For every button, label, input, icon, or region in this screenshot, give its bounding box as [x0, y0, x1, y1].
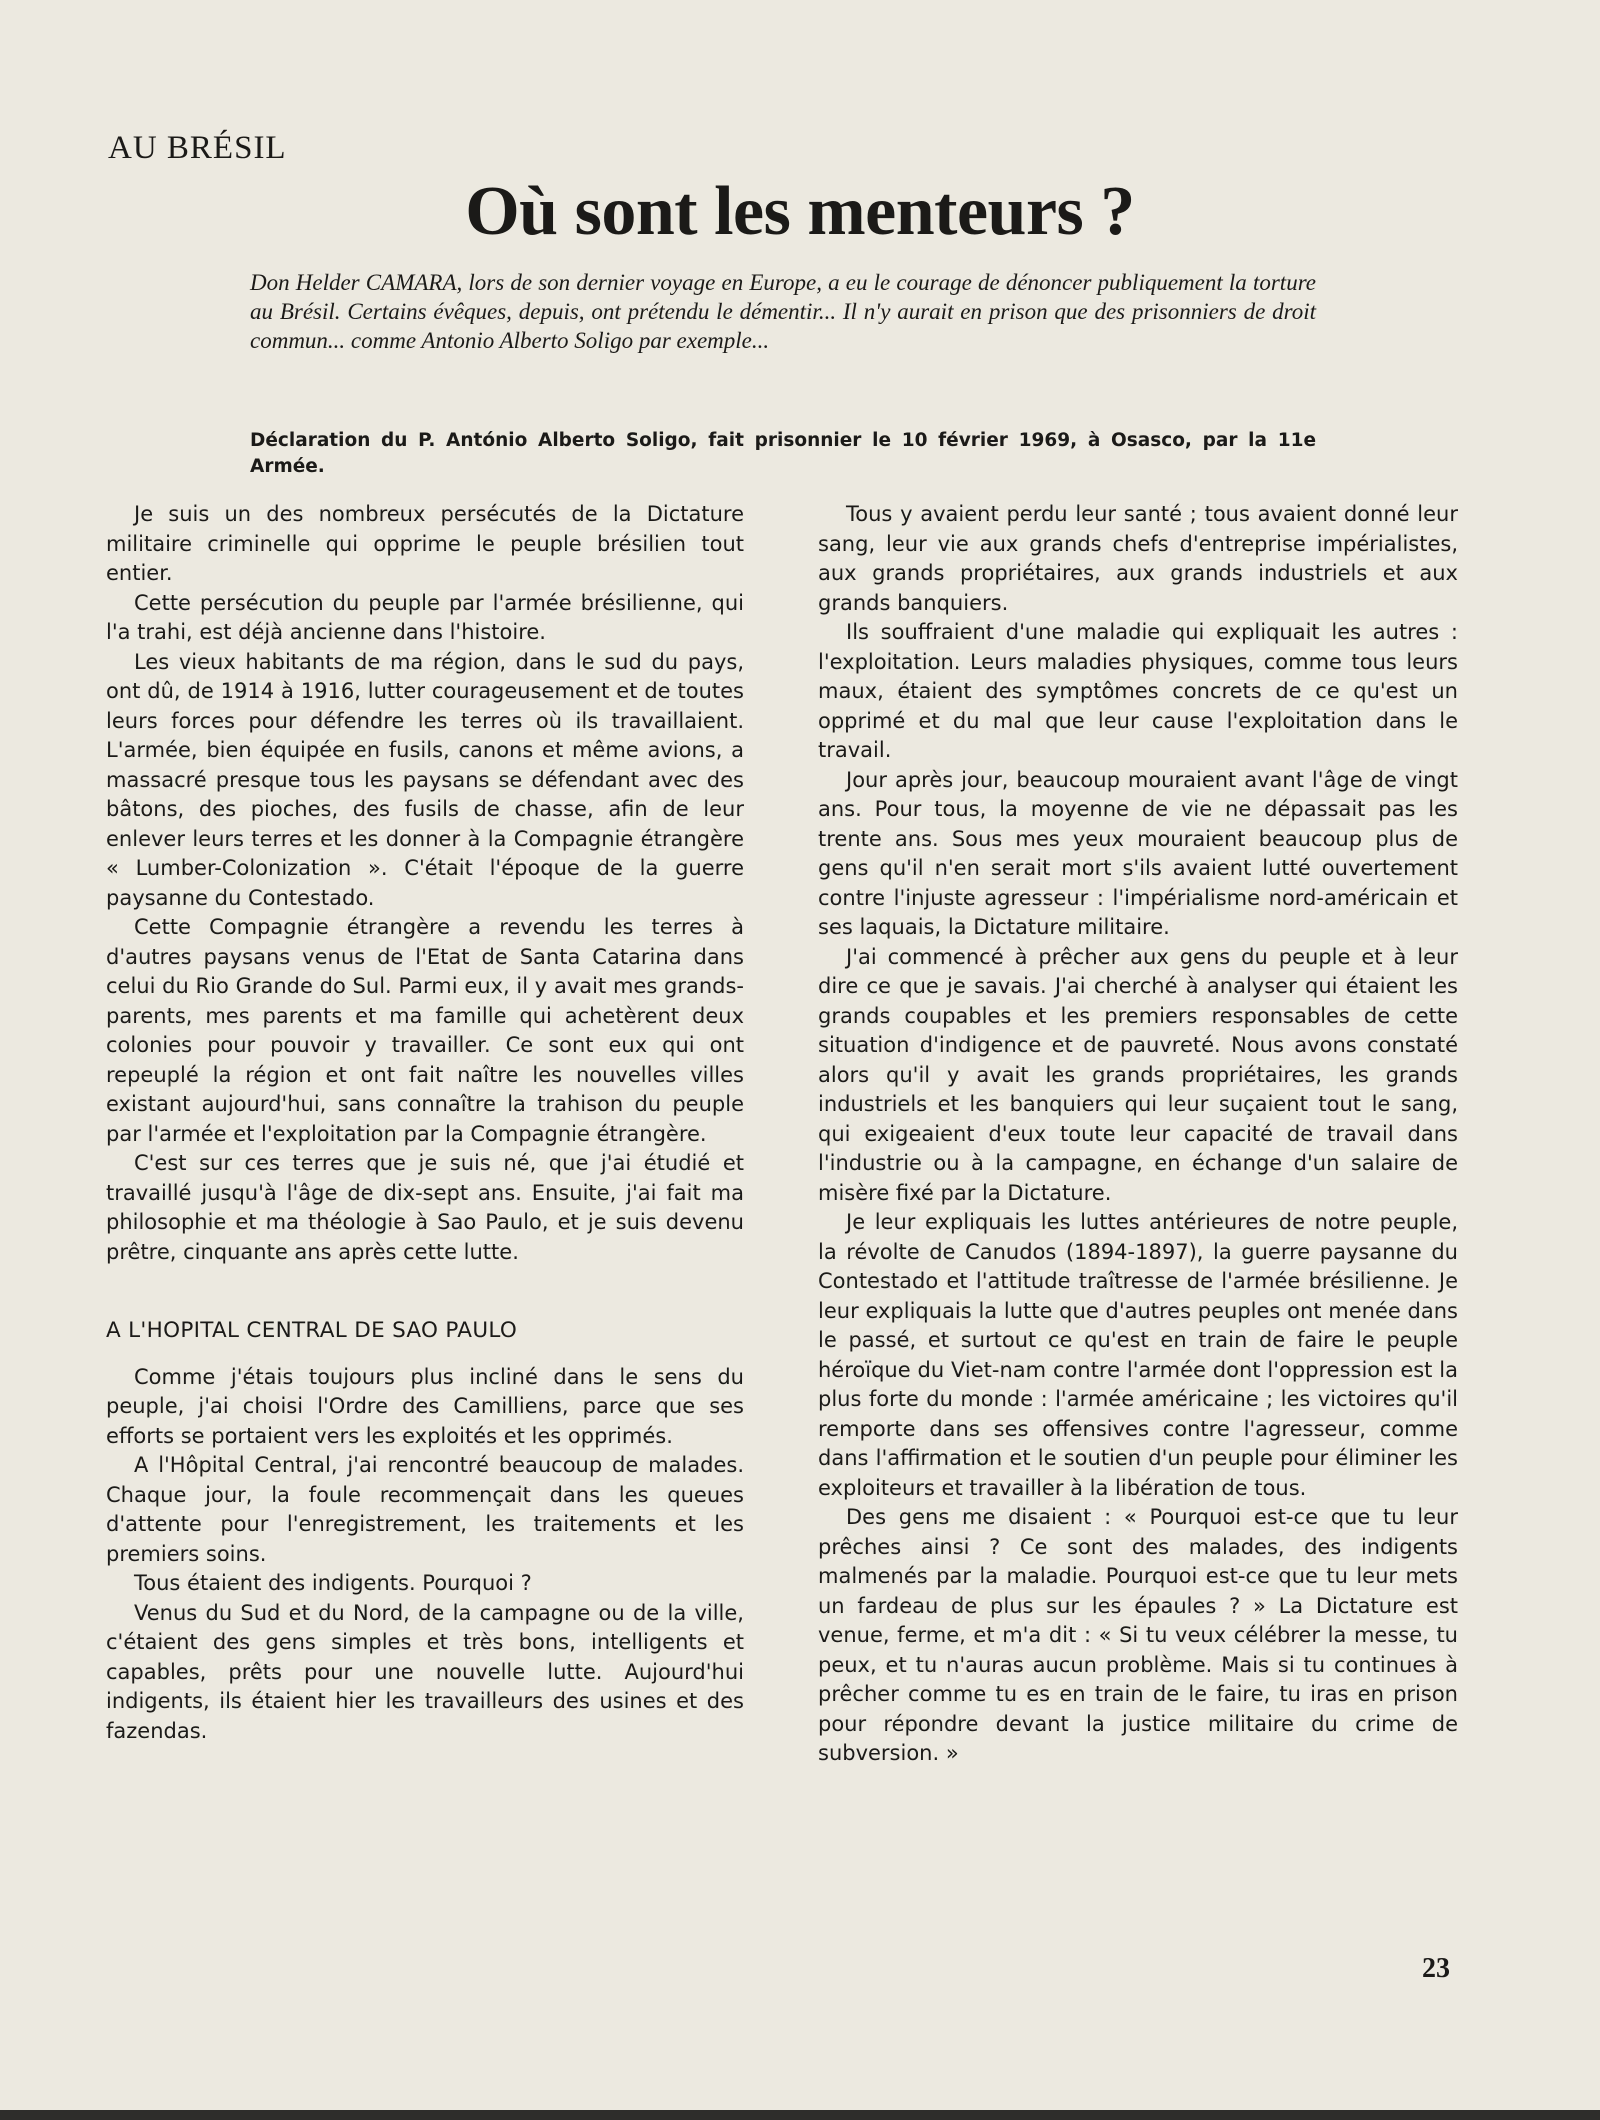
intro-paragraph: Don Helder CAMARA, lors de son dernier voyage en Europe, a eu le courage de dénoncer publiquement la torture au Brésil. Certains évêques, depuis, ont prétendu le démentir... Il n'y aurait en prison que des prisonniers de droit commun... comme Antonio Alberto Soligo par exemple...: [250, 270, 1316, 353]
paragraph: Cette Compagnie étrangère a revendu les terres à d'autres paysans venus de l'Etat de Santa Catarina dans celui du Rio Grande do Sul. Parmi eux, il y avait mes grands-parents, mes parents et ma famille qui achetèrent deux colonies pour pouvoir y travailler. Ce sont eux qui ont repeuplé la région et ont fait naître les nouvelles villes existant aujourd'hui, sans connaître la trahison du peuple par l'armée et l'exploitation par la Compagnie étrangère.: [106, 915, 744, 1146]
right-column: [818, 500, 1458, 1769]
paragraph: Ils souffraient d'une maladie qui expliquait les autres : l'exploitation. Leurs maladies physiques, comme tous leurs maux, étaient des symptômes concrets de ce qu'est un opprimé et du mal que leur cause l'exploitation dans le travail.: [818, 620, 1458, 762]
section-subheading: A L'HOPITAL CENTRAL DE SAO PAULO: [106, 1318, 518, 1343]
paragraph: Jour après jour, beaucoup mouraient avant l'âge de vingt ans. Pour tous, la moyenne de vie ne dépassait pas les trente ans. Sous mes yeux mouraient beaucoup plus de gens qu'il n'en serait mort s'ils avaient lutté ouvertement contre l'injuste agresseur : l'impérialisme nord-américain et ses laquais, la Dictature militaire.: [818, 767, 1458, 939]
paragraph: Je leur expliquais les luttes antérieures de notre peuple, la révolte de Canudos (1894-1897), la guerre paysanne du Contestado et l'attitude traîtresse de l'armée brésilienne. Je leur expliquais la lutte que d'autres peuples ont menée dans le passé, et surtout ce qu'est en train de faire le peuple héroïque du Viet-nam contre l'armée dont l'oppression est la plus forte du monde : l'armée américaine ; les victoires qu'il remporte dans ses offensives contre l'agresseur, comme dans l'affirmation et le soutien d'un peuple pour éliminer les exploiteurs et travailler à la libération de tous.: [818, 1210, 1458, 1500]
paragraph: Des gens me disaient : « Pourquoi est-ce que tu leur prêches ainsi ? Ce sont des malades, des indigents malmenés par la maladie. Pourquoi est-ce que tu leur mets un fardeau de plus sur les épaules ? » La Dictature est venue, ferme, et m'a dit : « Si tu veux célébrer la messe, tu peux, et tu n'auras aucun problème. Mais si tu continues à prêcher comme tu es en train de le faire, tu iras en prison pour répondre devant la justice militaire du crime de subversion. »: [818, 1505, 1458, 1765]
paragraph: Je suis un des nombreux persécutés de la Dictature militaire criminelle qui opprime le peuple brésilien tout entier.: [106, 502, 744, 585]
paragraph: Tous étaient des indigents. Pourquoi ?: [134, 1571, 532, 1595]
paragraph: Tous y avaient perdu leur santé ; tous avaient donné leur sang, leur vie aux grands chefs d'entreprise impérialistes, aux grands propriétaires, aux grands industriels et aux grands banquiers.: [818, 502, 1458, 615]
declaration-caption: Déclaration du P. António Alberto Soligo, fait prisonnier le 10 février 1969, à Osasco, par la 11e Armée.: [250, 430, 1316, 477]
article-title: Où sont les menteurs ?: [465, 173, 1135, 250]
paragraph: Comme j'étais toujours plus incliné dans le sens du peuple, j'ai choisi l'Ordre des Camilliens, parce que ses efforts se portaient vers les exploités et les opprimés.: [106, 1364, 744, 1448]
left-column: [106, 500, 744, 1746]
section-label: AU BRÉSIL: [108, 130, 287, 166]
paragraph: C'est sur ces terres que je suis né, que j'ai étudié et travaillé jusqu'à l'âge de dix-sept ans. Ensuite, j'ai fait ma philosophie et ma théologie à Sao Paulo, et je suis devenu prêtre, cinquante ans après cette lutte.: [106, 1151, 744, 1264]
paragraph: Les vieux habitants de ma région, dans le sud du pays, ont dû, de 1914 à 1916, lutter courageusement et de toutes leurs forces pour défendre les terres où ils travaillaient. L'armée, bien équipée en fusils, canons et même avions, a massacré presque tous les paysans se défendant avec des bâtons, des pioches, des fusils de chasse, afin de leur enlever leurs terres et les donner à la Compagnie étrangère « Lumber-Colonization ». C'était l'époque de la guerre paysanne du Contestado.: [106, 649, 744, 910]
paragraph: Cette persécution du peuple par l'armée brésilienne, qui l'a trahi, est déjà ancienne dans l'histoire.: [106, 590, 744, 644]
paragraph: J'ai commencé à prêcher aux gens du peuple et à leur dire ce que je savais. J'ai cherché à analyser qui étaient les grands coupables et les premiers responsables de cette situation d'indigence et de pauvreté. Nous avons constaté alors qu'il y avait les grands propriétaires, les grands industriels et les banquiers qui leur suçaient tout le sang, qui exigeaient d'eux toute leur capacité de travail dans l'industrie ou à la campagne, en échange d'un salaire de misère fixé par la Dictature.: [818, 944, 1458, 1205]
page-number: 23: [1422, 1953, 1450, 1984]
paragraph: A l'Hôpital Central, j'ai rencontré beaucoup de malades. Chaque jour, la foule recommençait dans les queues d'attente pour l'enregistrement, les traitements et les premiers soins.: [106, 1453, 744, 1566]
paragraph: Venus du Sud et du Nord, de la campagne ou de la ville, c'étaient des gens simples et très bons, intelligents et capables, prêts pour une nouvelle lutte. Aujourd'hui indigents, ils étaient hier les travailleurs des usines et des fazendas.: [106, 1600, 744, 1743]
